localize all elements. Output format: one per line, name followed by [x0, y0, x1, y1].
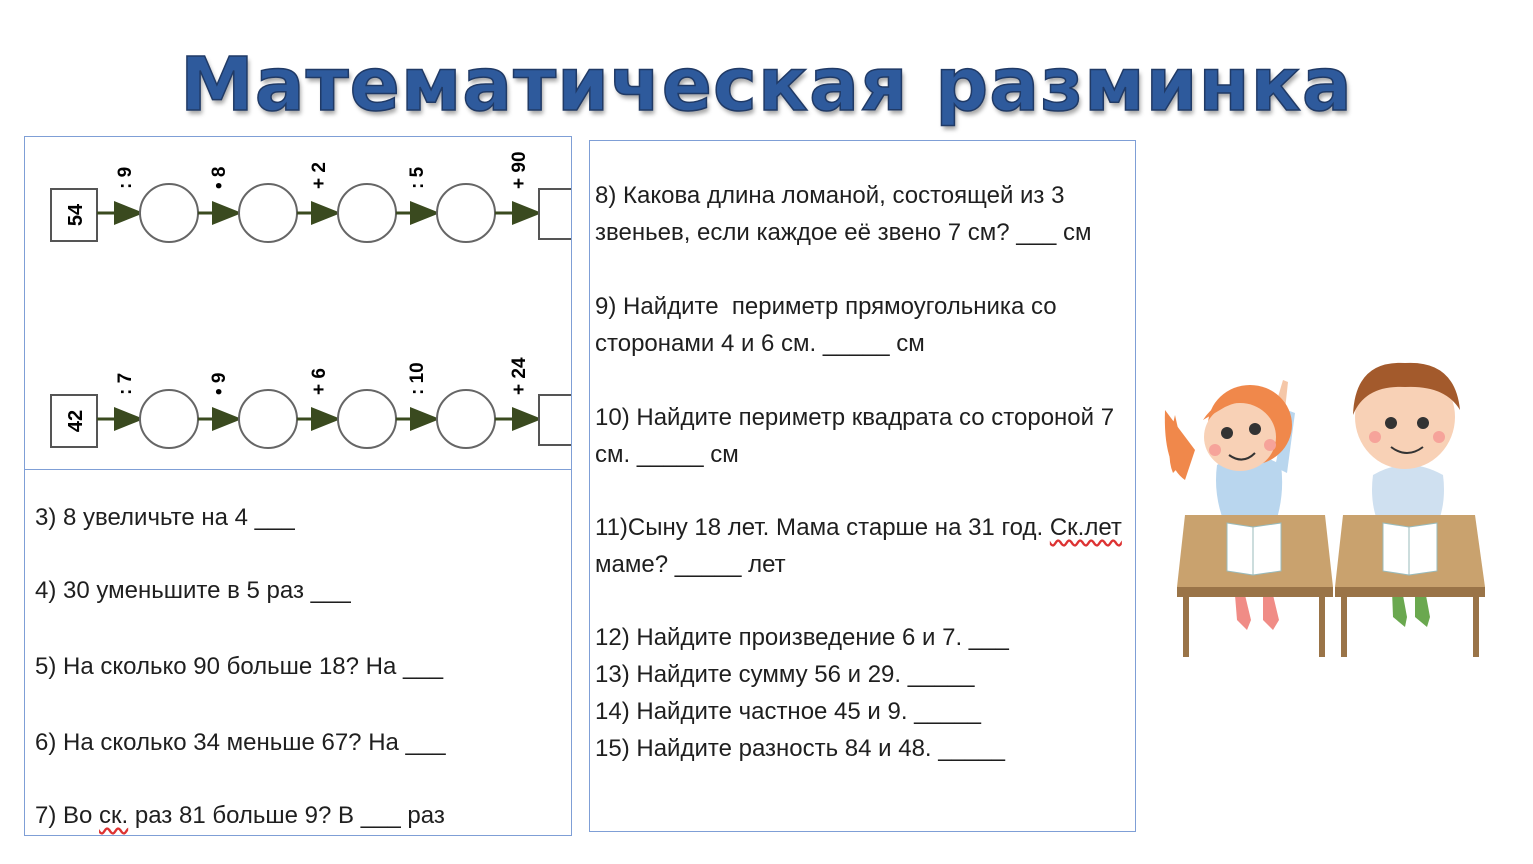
chain-2-answer-circle[interactable] — [437, 390, 495, 448]
chain-2-answer-circle[interactable] — [140, 390, 198, 448]
page-title: Математическая разминка — [180, 42, 1353, 128]
desk-right — [1335, 515, 1485, 657]
task-5: 5) На сколько 90 больше 18? На ___ — [35, 653, 444, 680]
chain-2-op: + 24 — [509, 357, 530, 395]
chain-2 — [51, 357, 571, 448]
task-10: 10) Найдите периметр квадрата со стороной 7 см. _____ см — [595, 404, 1121, 468]
task-11: 11)Сыну 18 лет. Мама старше на 31 год. Ск.лет маме? _____ лет — [595, 514, 1129, 578]
tasks-3-7-panel — [24, 469, 572, 836]
chain-1-answer-circle[interactable] — [338, 184, 396, 242]
task-12: 12) Найдите произведение 6 и 7. ___ — [595, 624, 1009, 651]
chain-1-answer-circle[interactable] — [239, 184, 297, 242]
students-at-desks-illustration — [1155, 355, 1500, 665]
task-13: 13) Найдите сумму 56 и 29. _____ — [595, 661, 975, 688]
chains-diagram — [25, 137, 571, 470]
task-7: 7) Во ск. раз 81 больше 9? В ___ раз — [35, 802, 445, 829]
chain-2-end-box[interactable] — [539, 395, 571, 445]
chain-1 — [51, 151, 571, 242]
chain-2-answer-circle[interactable] — [239, 390, 297, 448]
chain-1-start-label: 54 — [65, 203, 87, 227]
chain-1-end-box[interactable] — [539, 189, 571, 239]
chain-1-answer-circle[interactable] — [140, 184, 198, 242]
chain-1-op: : 9 — [115, 166, 136, 189]
tasks-8-15-panel — [589, 140, 1136, 832]
number-chains-panel — [24, 136, 572, 471]
task-6: 6) На сколько 34 меньше 67? На ___ — [35, 729, 446, 756]
task-15: 15) Найдите разность 84 и 48. _____ — [595, 735, 1005, 762]
task-4: 4) 30 уменьшите в 5 раз ___ — [35, 577, 351, 604]
task-14: 14) Найдите частное 45 и 9. _____ — [595, 698, 981, 725]
task-3: 3) 8 увеличьте на 4 ___ — [35, 504, 295, 531]
chain-2-op: + 6 — [309, 368, 330, 395]
chain-2-start-label: 42 — [65, 409, 87, 433]
chain-1-op: + 90 — [509, 151, 530, 189]
chain-2-op: • 9 — [209, 372, 230, 395]
task-8: 8) Какова длина ломаной, состоящей из 3 звеньев, если каждое её звено 7 см? ___ см — [595, 182, 1092, 246]
chain-2-op: : 10 — [407, 362, 428, 395]
chain-1-op: • 8 — [209, 166, 230, 189]
chain-1-op: + 2 — [309, 162, 330, 189]
task-9: 9) Найдите периметр прямоугольника со сторонами 4 и 6 см. _____ см — [595, 293, 1064, 357]
chain-2-op: : 7 — [115, 372, 136, 395]
chain-1-op: : 5 — [407, 166, 428, 189]
chain-1-answer-circle[interactable] — [437, 184, 495, 242]
desk-left — [1177, 515, 1333, 657]
chain-2-answer-circle[interactable] — [338, 390, 396, 448]
